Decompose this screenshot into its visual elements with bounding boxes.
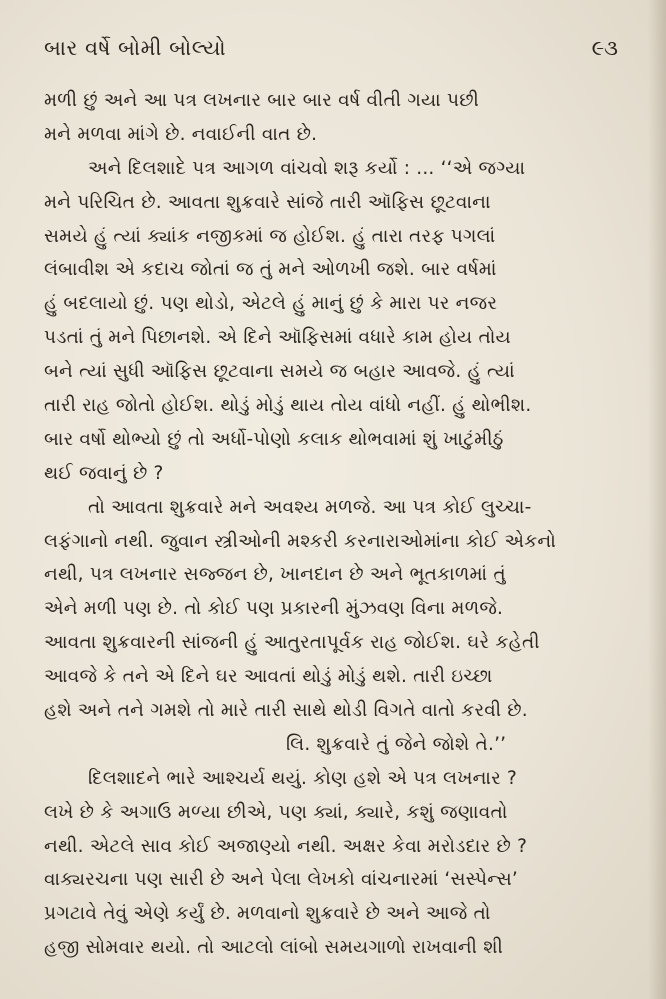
body-text [44,84,618,965]
text-line: તારી રાહ જોતો હોઈશ. થોડું મોડું થાય તોય વાંધો નહીં. હું થોભીશ. [44,395,532,417]
text-line: પ્રગટાવે તેવું એણે કર્યું છે. મળવાનો શુક્રવારે છે અને આજે તો [44,903,491,925]
page-header [44,36,618,72]
page-edge-shadow [648,0,666,999]
text-line: દિલશાદને ભારે આશ્ચર્ય થયું. કોણ હશે એ પત્ર લખનાર ? [88,767,517,789]
page-number: ૯૩ [591,36,618,60]
text-line: સમયે હું ત્યાં ક્યાંક નજીકમાં જ હોઈશ. હું તારા તરફ પગલાં [44,225,496,247]
text-line: મને પરિચિત છે. આવતા શુક્રવારે સાંજે તારી ઑફિસ છૂટવાના [44,191,491,213]
text-line: તો આવતા શુક્રવારે મને અવશ્ય મળજે. આ પત્ર કોઈ લુચ્ચા- [88,496,532,518]
text-line: અને દિલશાદે પત્ર આગળ વાંચવો શરૂ કર્યો : ... ‘‘એ જગ્યા [88,157,526,179]
text-line: થઈ જવાનું છે ? [44,462,164,484]
text-line: એને મળી પણ છે. તો કોઈ પણ પ્રકારની મુંઝવણ વિના મળજે. [44,598,504,620]
text-line: લફંગાનો નથી. જુવાન સ્ત્રીઓની મશ્કરી કરનારાઓમાંના કોઈ એકનો [44,530,557,552]
letter-signature: લિ. શુક્રવારે તું જેને જોશે તે.’’ [286,733,507,755]
text-line: આવજે કે તને એ દિને ઘર આવતાં થોડું મોડું થશે. તારી ઇચ્છા [44,666,493,688]
text-line: મને મળવા માંગે છે. નવાઈની વાત છે. [44,123,318,145]
text-line: લખે છે કે અગાઉ મળ્યા છીએ, પણ ક્યાં, ક્યારે, કશું જણાવતો [44,801,508,823]
text-line: હશે અને તને ગમશે તો મારે તારી સાથે થોડી વિગતે વાતો કરવી છે. [44,700,528,722]
text-line: પડતાં તું મને પિછાનશે. એ દિને ઑફિસમાં વધારે કામ હોય તોય [44,327,511,349]
text-line: હું બદલાયો છું. પણ થોડો, એટલે હું માનું છું કે મારા પર નજર [44,293,498,315]
text-line: બને ત્યાં સુધી ઑફિસ છૂટવાના સમયે જ બહાર આવજે. હું ત્યાં [44,361,515,383]
text-line: બાર વર્ષો થોભ્યો છું તો અર્ધો-પોણો કલાક થોભવામાં શું ખાટુંમીઠું [44,428,504,450]
text-line: નથી. એટલે સાવ કોઈ અજાણ્યો નથી. અક્ષર કેવા મરોડદાર છે ? [44,835,528,857]
text-line: નથી, પત્ર લખનાર સજ્જન છે, ખાનદાન છે અને ભૂતકાળમાં તું [44,564,506,586]
text-line: મળી છું અને આ પત્ર લખનાર બાર બાર વર્ષ વીતી ગયા પછી [44,90,479,111]
text-line: વાક્યરચના પણ સારી છે અને પેલા લેખકો વાંચનારમાં ‘સસ્પેન્સ’ [44,869,518,891]
running-title: બાર વર્ષે બોમી બોલ્યો [44,36,227,60]
text-line: લંબાવીશ એ કદાચ જોતાં જ તું મને ઓળખી જશે. બાર વર્ષમાં [44,259,497,281]
text-line: આવતા શુક્રવારની સાંજની હું આતુરતાપૂર્વક રાહ જોઈશ. ઘરે કહેતી [44,632,540,654]
text-line: હજી સોમવાર થયો. તો આટલો લાંબો સમયગાળો રાખવાની શી [44,937,503,959]
